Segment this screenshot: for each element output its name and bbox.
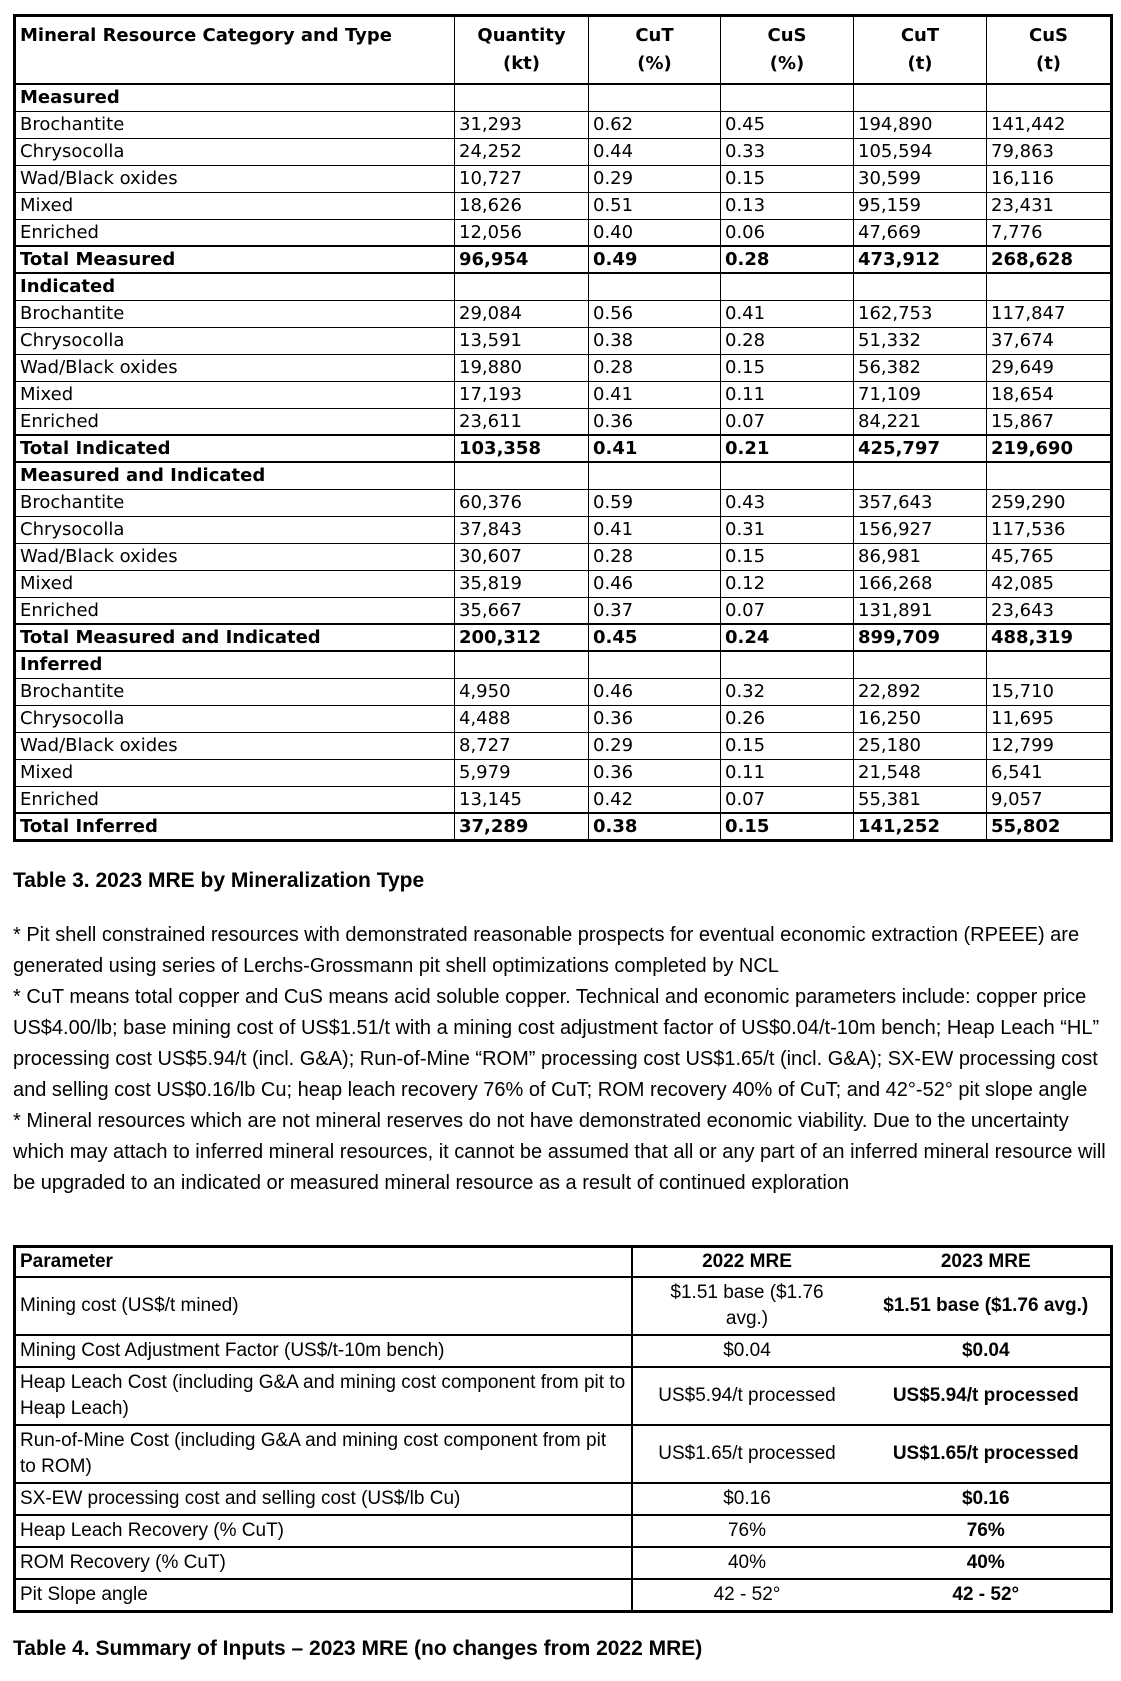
table-row xyxy=(15,489,1112,516)
category-cell: Total Inferred xyxy=(15,813,455,841)
cus-t-cell: 45,765 xyxy=(987,543,1112,570)
quantity-cell: 35,819 xyxy=(455,570,589,597)
cut-t-cell: 86,981 xyxy=(854,543,987,570)
parameter-cell: Heap Leach Cost (including G&A and mining cost component from pit to Heap Leach) xyxy=(15,1367,632,1425)
category-cell: Enriched xyxy=(15,597,455,624)
cus-pct-cell xyxy=(721,462,854,489)
cut-pct-cell: 0.45 xyxy=(589,624,721,651)
value-2022-cell: 42 - 52° xyxy=(632,1579,862,1612)
table-row xyxy=(15,327,1112,354)
category-cell: Chrysocolla xyxy=(15,705,455,732)
column-header-2023-mre: 2023 MRE xyxy=(862,1247,1112,1278)
table-row xyxy=(15,732,1112,759)
cut-pct-cell: 0.38 xyxy=(589,813,721,841)
cus-t-cell: 23,643 xyxy=(987,597,1112,624)
category-cell: Wad/Black oxides xyxy=(15,732,455,759)
parameter-cell: Mining Cost Adjustment Factor (US$/t-10m bench) xyxy=(15,1335,632,1367)
quantity-cell: 10,727 xyxy=(455,165,589,192)
column-header-cut-t xyxy=(854,16,987,85)
category-cell: Wad/Black oxides xyxy=(15,543,455,570)
quantity-cell: 37,289 xyxy=(455,813,589,841)
category-cell: Measured and Indicated xyxy=(15,462,455,489)
cut-t-cell: 16,250 xyxy=(854,705,987,732)
cus-pct-cell: 0.15 xyxy=(721,543,854,570)
cut-pct-cell: 0.42 xyxy=(589,786,721,813)
cus-t-cell: 23,431 xyxy=(987,192,1112,219)
category-cell: Total Measured and Indicated xyxy=(15,624,455,651)
cut-t-cell: 899,709 xyxy=(854,624,987,651)
category-cell: Chrysocolla xyxy=(15,138,455,165)
table-row xyxy=(15,462,1112,489)
table-row xyxy=(15,1335,1112,1367)
cus-pct-cell xyxy=(721,273,854,300)
cut-t-cell: 425,797 xyxy=(854,435,987,462)
cut-t-cell: 55,381 xyxy=(854,786,987,813)
cus-pct-cell: 0.15 xyxy=(721,165,854,192)
quantity-cell: 23,611 xyxy=(455,408,589,435)
footnotes-block xyxy=(13,920,1113,1199)
table-row xyxy=(15,759,1112,786)
column-header-cus-t-unit: (t) xyxy=(1035,53,1062,74)
cus-pct-cell xyxy=(721,651,854,678)
category-cell: Brochantite xyxy=(15,300,455,327)
column-header-cus-t xyxy=(987,16,1112,85)
mre-by-type-table xyxy=(13,14,1113,842)
cut-pct-cell: 0.36 xyxy=(589,705,721,732)
category-cell: Enriched xyxy=(15,786,455,813)
cut-pct-cell xyxy=(589,462,721,489)
cut-pct-cell: 0.36 xyxy=(589,759,721,786)
cus-t-cell: 268,628 xyxy=(987,246,1112,273)
column-header-cus-pct-unit: (%) xyxy=(769,53,805,74)
value-2022-cell: $0.16 xyxy=(632,1483,862,1515)
cut-t-cell xyxy=(854,84,987,111)
quantity-cell xyxy=(455,462,589,489)
quantity-cell: 13,591 xyxy=(455,327,589,354)
value-2022-cell: 76% xyxy=(632,1515,862,1547)
category-cell: Measured xyxy=(15,84,455,111)
table-row xyxy=(15,624,1112,651)
cut-pct-cell: 0.41 xyxy=(589,435,721,462)
footnote: * CuT means total copper and CuS means acid soluble copper. Technical and economic parameters include: copper price US$4.00/lb; base mining cost of US$1.51/t with a mining cost adjustment factor of US$0.04/t-10m bench; Heap Leach “HL” processing cost US$5.94/t (incl. G&A); Run-of-Mine “ROM” processing cost US$1.65/t (incl. G&A); SX-EW processing cost and selling cost US$0.16/lb Cu; heap leach recovery 76% of CuT; ROM recovery 40% of CuT; and 42°-52° pit slope angle xyxy=(13,986,1100,1101)
column-header-cus-t-label: CuS xyxy=(1029,25,1068,46)
table-row xyxy=(15,678,1112,705)
cut-t-cell: 162,753 xyxy=(854,300,987,327)
category-cell: Mixed xyxy=(15,192,455,219)
table-row xyxy=(15,597,1112,624)
category-cell: Chrysocolla xyxy=(15,327,455,354)
category-cell: Indicated xyxy=(15,273,455,300)
table3-caption: Table 3. 2023 MRE by Mineralization Type xyxy=(13,869,425,892)
cus-t-cell: 11,695 xyxy=(987,705,1112,732)
table-row xyxy=(15,1425,1112,1483)
cus-t-cell: 42,085 xyxy=(987,570,1112,597)
quantity-cell: 12,056 xyxy=(455,219,589,246)
column-header-category xyxy=(15,16,455,85)
cut-pct-cell: 0.41 xyxy=(589,516,721,543)
cut-t-cell: 84,221 xyxy=(854,408,987,435)
table4-caption: Table 4. Summary of Inputs – 2023 MRE (no changes from 2022 MRE) xyxy=(13,1637,703,1660)
cus-pct-cell: 0.45 xyxy=(721,111,854,138)
value-2022-cell: 40% xyxy=(632,1547,862,1579)
footnote: * Pit shell constrained resources with demonstrated reasonable prospects for eventual economic extraction (RPEEE) are generated using series of Lerchs-Grossmann pit shell optimizations completed by NCL xyxy=(13,924,1080,977)
cut-pct-cell: 0.41 xyxy=(589,381,721,408)
cus-t-cell: 117,536 xyxy=(987,516,1112,543)
cus-t-cell: 18,654 xyxy=(987,381,1112,408)
value-2023-cell: US$1.65/t processed xyxy=(862,1425,1112,1483)
cut-pct-cell: 0.37 xyxy=(589,597,721,624)
cus-t-cell: 488,319 xyxy=(987,624,1112,651)
cut-t-cell: 156,927 xyxy=(854,516,987,543)
cut-pct-cell: 0.38 xyxy=(589,327,721,354)
category-cell: Enriched xyxy=(15,219,455,246)
category-cell: Mixed xyxy=(15,570,455,597)
cus-t-cell: 6,541 xyxy=(987,759,1112,786)
quantity-cell: 30,607 xyxy=(455,543,589,570)
table-row xyxy=(15,651,1112,678)
value-2022-cell: US$1.65/t processed xyxy=(632,1425,862,1483)
table-row xyxy=(15,111,1112,138)
table-row xyxy=(15,1277,1112,1335)
cus-t-cell xyxy=(987,84,1112,111)
cus-pct-cell: 0.41 xyxy=(721,300,854,327)
quantity-cell: 24,252 xyxy=(455,138,589,165)
footnote: * Mineral resources which are not mineral reserves do not have demonstrated economic viability. Due to the uncertainty which may attach to inferred mineral resources, it cannot be assumed that all or any part of an inferred mineral resource will be upgraded to an indicated or measured mineral resource as a result of continued exploration xyxy=(13,1110,1106,1194)
cus-t-cell xyxy=(987,462,1112,489)
cus-pct-cell: 0.33 xyxy=(721,138,854,165)
cut-t-cell: 51,332 xyxy=(854,327,987,354)
table-row xyxy=(15,192,1112,219)
table-row xyxy=(15,543,1112,570)
cut-pct-cell: 0.29 xyxy=(589,165,721,192)
cus-pct-cell: 0.15 xyxy=(721,732,854,759)
column-header-cus-pct-label: CuS xyxy=(767,25,807,46)
quantity-cell xyxy=(455,273,589,300)
cut-t-cell: 105,594 xyxy=(854,138,987,165)
parameter-cell: ROM Recovery (% CuT) xyxy=(15,1547,632,1579)
cus-pct-cell: 0.13 xyxy=(721,192,854,219)
table-row xyxy=(15,516,1112,543)
table-row xyxy=(15,813,1112,841)
column-header-quantity-label: Quantity xyxy=(477,25,566,46)
quantity-cell: 103,358 xyxy=(455,435,589,462)
cus-pct-cell: 0.24 xyxy=(721,624,854,651)
cut-t-cell xyxy=(854,462,987,489)
cut-pct-cell: 0.28 xyxy=(589,543,721,570)
table-row xyxy=(15,408,1112,435)
table-row xyxy=(15,246,1112,273)
cut-t-cell xyxy=(854,651,987,678)
table-row xyxy=(15,1483,1112,1515)
cus-pct-cell: 0.06 xyxy=(721,219,854,246)
category-cell: Brochantite xyxy=(15,111,455,138)
quantity-cell: 5,979 xyxy=(455,759,589,786)
cut-t-cell xyxy=(854,273,987,300)
cut-pct-cell: 0.46 xyxy=(589,678,721,705)
parameter-cell: Mining cost (US$/t mined) xyxy=(15,1277,632,1335)
cus-t-cell: 141,442 xyxy=(987,111,1112,138)
cut-pct-cell: 0.51 xyxy=(589,192,721,219)
category-cell: Mixed xyxy=(15,381,455,408)
table-row xyxy=(15,381,1112,408)
cut-t-cell: 47,669 xyxy=(854,219,987,246)
table-row xyxy=(15,1367,1112,1425)
cus-pct-cell: 0.28 xyxy=(721,327,854,354)
column-header-cut-pct xyxy=(589,16,721,85)
cut-t-cell: 71,109 xyxy=(854,381,987,408)
column-header-cut-pct-label: CuT xyxy=(635,25,674,46)
cus-pct-cell: 0.15 xyxy=(721,813,854,841)
cus-pct-cell: 0.32 xyxy=(721,678,854,705)
cut-t-cell: 21,548 xyxy=(854,759,987,786)
value-2022-cell: US$5.94/t processed xyxy=(632,1367,862,1425)
cus-t-cell xyxy=(987,651,1112,678)
cut-t-cell: 194,890 xyxy=(854,111,987,138)
quantity-cell: 60,376 xyxy=(455,489,589,516)
parameter-cell: Pit Slope angle xyxy=(15,1579,632,1612)
cus-pct-cell: 0.26 xyxy=(721,705,854,732)
cus-t-cell: 12,799 xyxy=(987,732,1112,759)
cut-pct-cell: 0.59 xyxy=(589,489,721,516)
quantity-cell: 35,667 xyxy=(455,597,589,624)
column-header-cut-pct-unit: (%) xyxy=(637,53,672,74)
table-row xyxy=(15,1547,1112,1579)
cut-pct-cell: 0.62 xyxy=(589,111,721,138)
cut-pct-cell: 0.46 xyxy=(589,570,721,597)
quantity-cell: 4,488 xyxy=(455,705,589,732)
cus-t-cell: 16,116 xyxy=(987,165,1112,192)
cut-t-cell: 22,892 xyxy=(854,678,987,705)
quantity-cell: 200,312 xyxy=(455,624,589,651)
column-header-cut-t-unit: (t) xyxy=(907,53,933,74)
cut-pct-cell: 0.28 xyxy=(589,354,721,381)
table-row xyxy=(15,300,1112,327)
column-header-parameter: Parameter xyxy=(15,1247,632,1278)
cut-t-cell: 141,252 xyxy=(854,813,987,841)
cut-t-cell: 131,891 xyxy=(854,597,987,624)
cut-t-cell: 30,599 xyxy=(854,165,987,192)
value-2023-cell: 40% xyxy=(862,1547,1112,1579)
quantity-cell: 18,626 xyxy=(455,192,589,219)
category-cell: Wad/Black oxides xyxy=(15,165,455,192)
category-cell: Inferred xyxy=(15,651,455,678)
column-header-quantity-unit: (kt) xyxy=(502,53,541,74)
cus-t-cell: 9,057 xyxy=(987,786,1112,813)
cus-pct-cell: 0.21 xyxy=(721,435,854,462)
cus-pct-cell: 0.43 xyxy=(721,489,854,516)
cus-pct-cell xyxy=(721,84,854,111)
cus-pct-cell: 0.31 xyxy=(721,516,854,543)
quantity-cell: 29,084 xyxy=(455,300,589,327)
cus-t-cell: 55,802 xyxy=(987,813,1112,841)
column-header-cut-t-label: CuT xyxy=(900,25,940,46)
quantity-cell xyxy=(455,651,589,678)
cus-pct-cell: 0.12 xyxy=(721,570,854,597)
column-header-2022-mre: 2022 MRE xyxy=(632,1247,862,1278)
cut-pct-cell: 0.29 xyxy=(589,732,721,759)
value-2022-cell: $1.51 base ($1.76 avg.) xyxy=(632,1277,862,1335)
parameter-cell: SX-EW processing cost and selling cost (US$/lb Cu) xyxy=(15,1483,632,1515)
category-cell: Total Measured xyxy=(15,246,455,273)
table-row xyxy=(15,435,1112,462)
value-2023-cell: 76% xyxy=(862,1515,1112,1547)
cut-t-cell: 95,159 xyxy=(854,192,987,219)
quantity-cell xyxy=(455,84,589,111)
cut-pct-cell: 0.56 xyxy=(589,300,721,327)
category-cell: Mixed xyxy=(15,759,455,786)
cus-t-cell: 219,690 xyxy=(987,435,1112,462)
category-cell: Enriched xyxy=(15,408,455,435)
cus-t-cell: 79,863 xyxy=(987,138,1112,165)
cut-pct-cell xyxy=(589,651,721,678)
table-row xyxy=(15,1515,1112,1547)
cus-t-cell: 15,710 xyxy=(987,678,1112,705)
cus-pct-cell: 0.28 xyxy=(721,246,854,273)
value-2023-cell: $0.16 xyxy=(862,1483,1112,1515)
category-cell: Brochantite xyxy=(15,489,455,516)
table-row xyxy=(15,138,1112,165)
parameter-cell: Heap Leach Recovery (% CuT) xyxy=(15,1515,632,1547)
table-row xyxy=(15,354,1112,381)
cut-pct-cell: 0.36 xyxy=(589,408,721,435)
quantity-cell: 37,843 xyxy=(455,516,589,543)
table-row xyxy=(15,1579,1112,1612)
table-row xyxy=(15,705,1112,732)
table-row xyxy=(15,273,1112,300)
cus-pct-cell: 0.07 xyxy=(721,597,854,624)
value-2023-cell: 42 - 52° xyxy=(862,1579,1112,1612)
cus-t-cell: 29,649 xyxy=(987,354,1112,381)
cut-t-cell: 56,382 xyxy=(854,354,987,381)
cut-t-cell: 473,912 xyxy=(854,246,987,273)
quantity-cell: 96,954 xyxy=(455,246,589,273)
table-row xyxy=(15,786,1112,813)
cut-t-cell: 166,268 xyxy=(854,570,987,597)
cus-t-cell: 259,290 xyxy=(987,489,1112,516)
cus-t-cell: 117,847 xyxy=(987,300,1112,327)
cut-pct-cell: 0.40 xyxy=(589,219,721,246)
column-header-cus-pct xyxy=(721,16,854,85)
column-header-category-label: Mineral Resource Category and Type xyxy=(20,25,392,46)
cut-pct-cell: 0.49 xyxy=(589,246,721,273)
quantity-cell: 31,293 xyxy=(455,111,589,138)
inputs-table-header-row xyxy=(15,1247,1112,1278)
quantity-cell: 4,950 xyxy=(455,678,589,705)
value-2022-cell: $0.04 xyxy=(632,1335,862,1367)
quantity-cell: 13,145 xyxy=(455,786,589,813)
cut-pct-cell xyxy=(589,273,721,300)
quantity-cell: 17,193 xyxy=(455,381,589,408)
inputs-summary-table xyxy=(13,1245,1113,1613)
table-row xyxy=(15,570,1112,597)
cus-t-cell xyxy=(987,273,1112,300)
mre-table-header-row xyxy=(15,16,1112,85)
quantity-cell: 19,880 xyxy=(455,354,589,381)
cut-t-cell: 25,180 xyxy=(854,732,987,759)
cus-pct-cell: 0.11 xyxy=(721,759,854,786)
cus-pct-cell: 0.15 xyxy=(721,354,854,381)
category-cell: Total Indicated xyxy=(15,435,455,462)
category-cell: Chrysocolla xyxy=(15,516,455,543)
cus-t-cell: 15,867 xyxy=(987,408,1112,435)
table-row xyxy=(15,165,1112,192)
cus-t-cell: 37,674 xyxy=(987,327,1112,354)
category-cell: Brochantite xyxy=(15,678,455,705)
cus-pct-cell: 0.07 xyxy=(721,786,854,813)
cus-t-cell: 7,776 xyxy=(987,219,1112,246)
cus-pct-cell: 0.11 xyxy=(721,381,854,408)
cut-pct-cell xyxy=(589,84,721,111)
quantity-cell: 8,727 xyxy=(455,732,589,759)
table-row xyxy=(15,219,1112,246)
value-2023-cell: US$5.94/t processed xyxy=(862,1367,1112,1425)
value-2023-cell: $0.04 xyxy=(862,1335,1112,1367)
cus-pct-cell: 0.07 xyxy=(721,408,854,435)
column-header-quantity xyxy=(455,16,589,85)
table-row xyxy=(15,84,1112,111)
cut-t-cell: 357,643 xyxy=(854,489,987,516)
parameter-cell: Run-of-Mine Cost (including G&A and mining cost component from pit to ROM) xyxy=(15,1425,632,1483)
value-2023-cell: $1.51 base ($1.76 avg.) xyxy=(862,1277,1112,1335)
cut-pct-cell: 0.44 xyxy=(589,138,721,165)
category-cell: Wad/Black oxides xyxy=(15,354,455,381)
